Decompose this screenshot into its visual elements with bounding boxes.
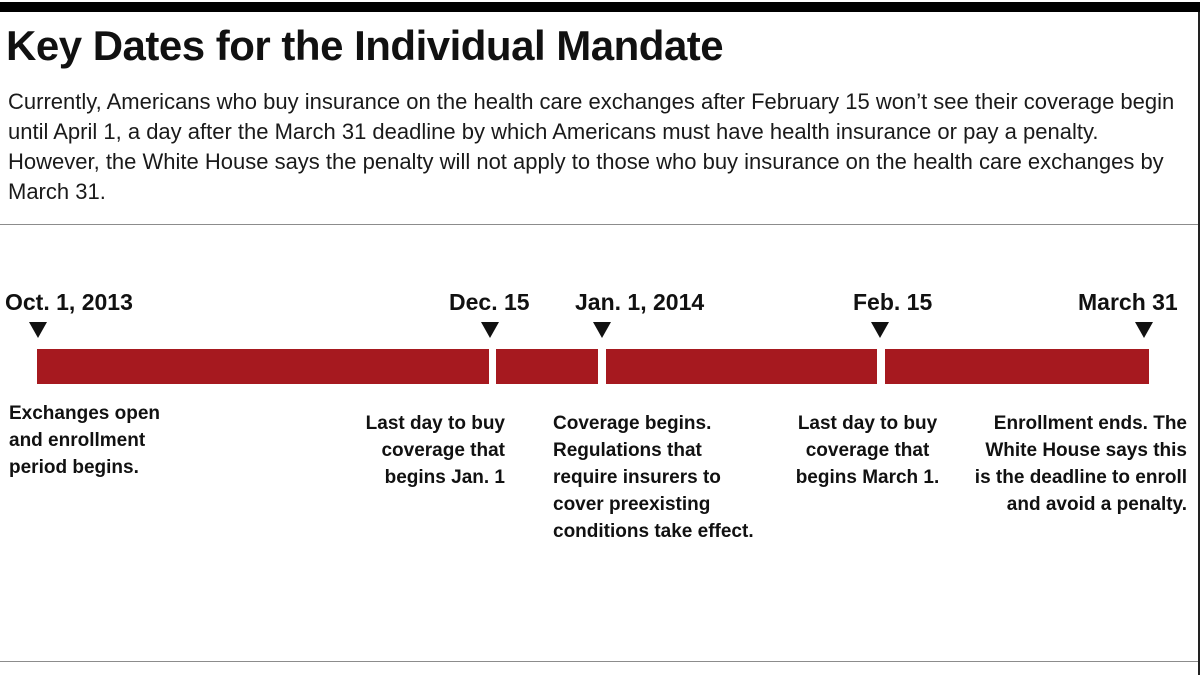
marker-feb-15-icon bbox=[871, 322, 889, 338]
description-march-31: Enrollment ends. The White House says this is the deadline to enroll and avoid a penalty. bbox=[974, 413, 1187, 515]
intro-paragraph: Currently, Americans who buy insurance on the health care exchanges after February 15 won’t see their coverage begin until April 1, a day after the March 31 deadline by which Americans must have health insurance or pay a penalty. However, the White House says the penalty will not apply to those who buy insurance on the health care exchanges by March 31. bbox=[8, 89, 1175, 204]
date-label-march-31: March 31 bbox=[1078, 289, 1178, 315]
bottom-divider bbox=[0, 661, 1198, 662]
marker-jan-1-2014-icon bbox=[593, 322, 611, 338]
description-dec-15: Last day to buy coverage that begins Jan. 1 bbox=[365, 413, 505, 488]
top-rule bbox=[0, 2, 1200, 12]
date-label-dec-15: Dec. 15 bbox=[449, 289, 530, 315]
page-title: Key Dates for the Individual Mandate bbox=[6, 22, 724, 69]
timeline-segment-2 bbox=[496, 349, 598, 384]
timeline-segment-1 bbox=[37, 349, 489, 384]
timeline-segment-4 bbox=[885, 349, 1149, 384]
date-label-oct-1-2013: Oct. 1, 2013 bbox=[5, 289, 133, 315]
description-feb-15: Last day to buy coverage that begins March 1. bbox=[795, 413, 940, 488]
top-divider bbox=[0, 224, 1198, 225]
marker-oct-1-2013-icon bbox=[29, 322, 47, 338]
timeline-segment-3 bbox=[606, 349, 877, 384]
date-label-feb-15: Feb. 15 bbox=[853, 289, 933, 315]
marker-march-31-icon bbox=[1135, 322, 1153, 338]
marker-dec-15-icon bbox=[481, 322, 499, 338]
date-label-jan-1-2014: Jan. 1, 2014 bbox=[575, 289, 705, 315]
description-jan-1-2014: Coverage begins. Regulations that require insurers to cover preexisting conditions take effect. bbox=[553, 413, 754, 542]
description-oct-1-2013: Exchanges open and enrollment period begins. bbox=[9, 403, 160, 478]
